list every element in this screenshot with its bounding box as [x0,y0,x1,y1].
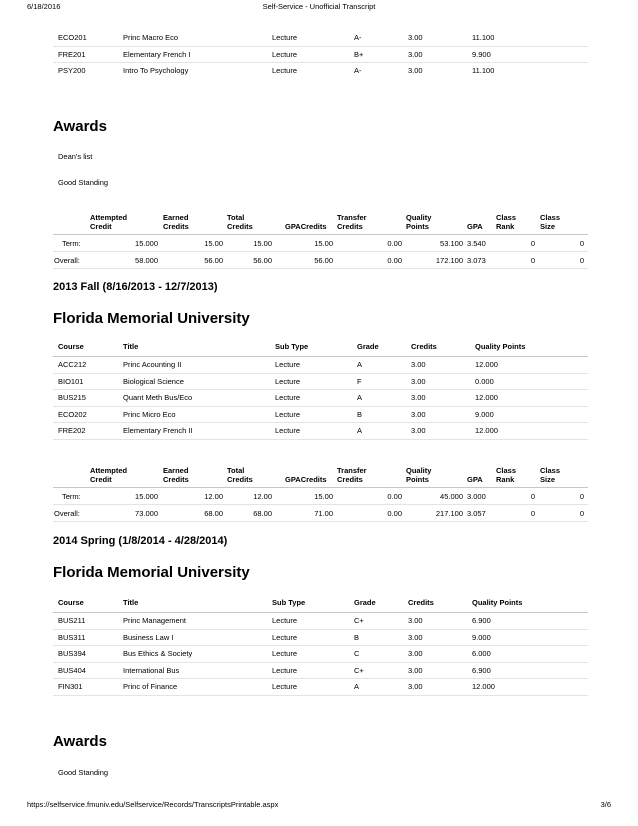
stats-label: Overall: [54,256,80,265]
course-subtype: Lecture [272,66,298,75]
col-class-size-sub: Size [540,475,556,484]
course-title: Princ Management [123,616,186,625]
table-row [53,679,588,696]
attempted-value: 73.000 [135,509,158,518]
col-gpa-credits: GPACredits [285,475,327,484]
earned-value: 56.00 [204,256,223,265]
col-total: Total [227,466,245,475]
awards-list [53,147,588,199]
table-row [53,30,588,47]
col-class-size: Class [540,213,561,222]
course-quality-points: 6.900 [472,665,491,675]
quality-value: 45.000 [440,492,463,501]
course-quality-points: 6.900 [472,616,491,625]
course-title: Princ of Finance [123,682,178,691]
col-attempted: Attempted [90,466,128,475]
print-date: 6/18/2016 [27,2,61,11]
col-earned: Earned [163,213,189,222]
col-earned-sub: Credits [163,222,189,231]
table-row [53,630,588,647]
course-code: BUS311 [58,632,86,642]
table-row [53,613,588,630]
course-credits: 3.00 [408,649,423,658]
transfer-value: 0.00 [387,239,402,248]
course-credits: 3.00 [408,66,423,75]
course-subtype: Lecture [275,360,301,369]
col-class-size: Class [540,466,561,475]
col-quality: Quality [406,213,432,222]
col-class-rank: Class [496,466,517,475]
stats-header [53,212,588,235]
gpa-credits-value: 15.00 [314,492,333,501]
transfer-value: 0.00 [387,492,402,501]
col-grade: Grade [354,598,376,607]
institution-name: Florida Memorial University [53,564,250,581]
course-title: Bus Ethics & Society [123,649,193,658]
page-number: 3/6 [600,800,611,809]
course-title: Elementary French II [123,426,193,435]
gpa-value: 3.057 [467,509,486,518]
total-value: 12.00 [253,492,272,501]
table-row [53,423,588,440]
col-gpa-credits: GPACredits [285,222,327,231]
course-grade: A [354,682,360,691]
course-table-fall-2013 [53,338,588,440]
earned-value: 12.00 [204,492,223,501]
gpa-value: 3.540 [467,239,486,248]
table-header [53,594,588,613]
course-quality-points: 12.000 [475,393,498,402]
term-stats-table [53,212,588,269]
course-credits: 3.00 [411,426,426,435]
course-subtype: Lecture [272,682,298,691]
transfer-value: 0.00 [387,509,402,518]
rank-value: 0 [530,256,535,265]
table-row [53,646,588,663]
course-quality-points: 11.100 [472,66,495,75]
col-gpa: GPA [467,475,483,484]
course-subtype: Lecture [272,33,298,42]
course-code: FIN301 [58,682,83,691]
course-code: ECO202 [58,409,87,419]
course-grade: C+ [354,665,364,675]
course-grade: C [354,649,360,658]
course-title: Princ Micro Eco [123,409,176,419]
quality-value: 172.100 [435,256,463,265]
total-value: 15.00 [253,239,272,248]
course-grade: B [354,632,360,642]
course-subtype: Lecture [272,632,298,642]
rank-value: 0 [530,239,535,248]
course-quality-points: 12.000 [472,682,495,691]
transfer-value: 0.00 [387,256,402,265]
page-url: https://selfservice.fmuniv.edu/Selfservice/Records/TranscriptsPrintable.aspx [27,800,279,809]
course-quality-points: 12.000 [475,426,498,435]
award-item: Dean's list [53,147,588,173]
attempted-value: 15.000 [135,492,158,501]
course-code: FRE201 [58,49,86,59]
course-table-spring-2014 [53,594,588,696]
course-title: Biological Science [123,376,184,386]
gpa-credits-value: 71.00 [314,509,333,518]
course-grade: A [357,426,363,435]
col-credits: Credits [408,598,434,607]
award-item: Good Standing [53,173,588,199]
institution-name: Florida Memorial University [53,310,250,327]
course-subtype: Lecture [275,376,301,386]
col-total-sub: Credits [227,222,253,231]
table-row [53,663,588,680]
course-subtype: Lecture [275,393,301,402]
stats-row-overall [53,252,588,269]
col-class-rank-sub: Rank [496,222,515,231]
course-code: BUS404 [58,665,86,675]
course-code: BIO101 [58,376,84,386]
course-subtype: Lecture [272,616,298,625]
gpa-value: 3.000 [467,492,486,501]
rank-value: 0 [530,492,535,501]
course-credits: 3.00 [411,360,426,369]
stats-row-term [53,235,588,252]
course-code: PSY200 [58,66,86,75]
col-attempted-sub: Credit [90,475,112,484]
col-subtype: Sub Type [272,598,306,607]
quality-value: 217.100 [435,509,463,518]
course-grade: A [357,393,363,402]
stats-header [53,465,588,488]
col-quality-points: Quality Points [472,598,523,607]
col-course: Course [58,342,84,351]
col-class-rank-sub: Rank [496,475,515,484]
table-header [53,338,588,357]
size-value: 0 [579,492,584,501]
course-title: International Bus [123,665,180,675]
course-quality-points: 9.000 [472,632,491,642]
course-grade: B+ [354,49,364,59]
term-stats-table [53,465,588,522]
awards-heading: Awards [53,118,107,135]
col-attempted: Attempted [90,213,128,222]
table-row [53,63,588,79]
col-attempted-sub: Credit [90,222,112,231]
course-grade: A- [354,66,362,75]
col-quality-sub: Points [406,222,429,231]
course-subtype: Lecture [272,665,298,675]
course-subtype: Lecture [275,426,301,435]
size-value: 0 [579,509,584,518]
col-class-rank: Class [496,213,517,222]
course-code: FRE202 [58,426,86,435]
course-code: BUS215 [58,393,86,402]
col-earned: Earned [163,466,189,475]
col-quality: Quality [406,466,432,475]
rank-value: 0 [530,509,535,518]
course-grade: B [357,409,363,419]
course-code: ACC212 [58,360,87,369]
table-row [53,407,588,424]
course-credits: 3.00 [408,49,423,59]
col-transfer-sub: Credits [337,475,363,484]
col-title: Title [123,598,139,607]
course-quality-points: 0.000 [475,376,494,386]
term-title: 2013 Fall (8/16/2013 - 12/7/2013) [53,281,218,293]
course-subtype: Lecture [272,49,298,59]
course-code: BUS211 [58,616,86,625]
course-credits: 3.00 [408,632,423,642]
table-row [53,47,588,64]
gpa-credits-value: 56.00 [314,256,333,265]
col-transfer: Transfer [337,466,367,475]
course-quality-points: 9.900 [472,49,491,59]
course-quality-points: 12.000 [475,360,498,369]
course-credits: 3.00 [408,33,423,42]
course-credits: 3.00 [411,393,426,402]
stats-row-term [53,488,588,505]
course-grade: F [357,376,362,386]
col-gpa: GPA [467,222,483,231]
course-credits: 3.00 [411,376,426,386]
course-grade: C+ [354,616,364,625]
course-title: Princ Macro Eco [123,33,179,42]
term-title: 2014 Spring (1/8/2014 - 4/28/2014) [53,535,228,547]
col-course: Course [58,598,84,607]
table-row [53,390,588,407]
course-title: Business Law I [123,632,174,642]
col-earned-sub: Credits [163,475,189,484]
course-title: Intro To Psychology [123,66,189,75]
attempted-value: 58.000 [135,256,158,265]
course-title: Elementary French I [123,49,191,59]
course-subtype: Lecture [272,649,298,658]
award-item: Good Standing [53,763,588,789]
earned-value: 15.00 [204,239,223,248]
earned-value: 68.00 [204,509,223,518]
size-value: 0 [579,239,584,248]
total-value: 68.00 [253,509,272,518]
course-credits: 3.00 [408,616,423,625]
attempted-value: 15.000 [135,239,158,248]
col-quality-points: Quality Points [475,342,526,351]
prev-term-courses [53,30,588,79]
quality-value: 53.100 [440,239,463,248]
table-row [53,374,588,391]
course-credits: 3.00 [408,682,423,691]
col-transfer-sub: Credits [337,222,363,231]
course-credits: 3.00 [411,409,426,419]
col-title: Title [123,342,139,351]
stats-label: Overall: [54,509,80,518]
course-subtype: Lecture [275,409,301,419]
stats-row-overall [53,505,588,522]
course-code: ECO201 [58,33,87,42]
course-code: BUS394 [58,649,86,658]
gpa-credits-value: 15.00 [314,239,333,248]
col-quality-sub: Points [406,475,429,484]
course-title: Quant Meth Bus/Eco [123,393,193,402]
awards-list [53,763,588,789]
col-total: Total [227,213,245,222]
gpa-value: 3.073 [467,256,486,265]
course-quality-points: 6.000 [472,649,491,658]
course-title: Princ Acounting II [123,360,182,369]
col-class-size-sub: Size [540,222,556,231]
col-total-sub: Credits [227,475,253,484]
course-quality-points: 11.100 [472,33,495,42]
stats-label: Term: [62,492,81,501]
awards-heading: Awards [53,733,107,750]
col-credits: Credits [411,342,437,351]
col-grade: Grade [357,342,379,351]
total-value: 56.00 [253,256,272,265]
col-transfer: Transfer [337,213,367,222]
page-title: Self-Service - Unofficial Transcript [262,2,376,11]
course-quality-points: 9.000 [475,409,494,419]
course-grade: A [357,360,363,369]
col-subtype: Sub Type [275,342,309,351]
table-row [53,357,588,374]
course-credits: 3.00 [408,665,423,675]
course-grade: A- [354,33,362,42]
stats-label: Term: [62,239,81,248]
size-value: 0 [579,256,584,265]
